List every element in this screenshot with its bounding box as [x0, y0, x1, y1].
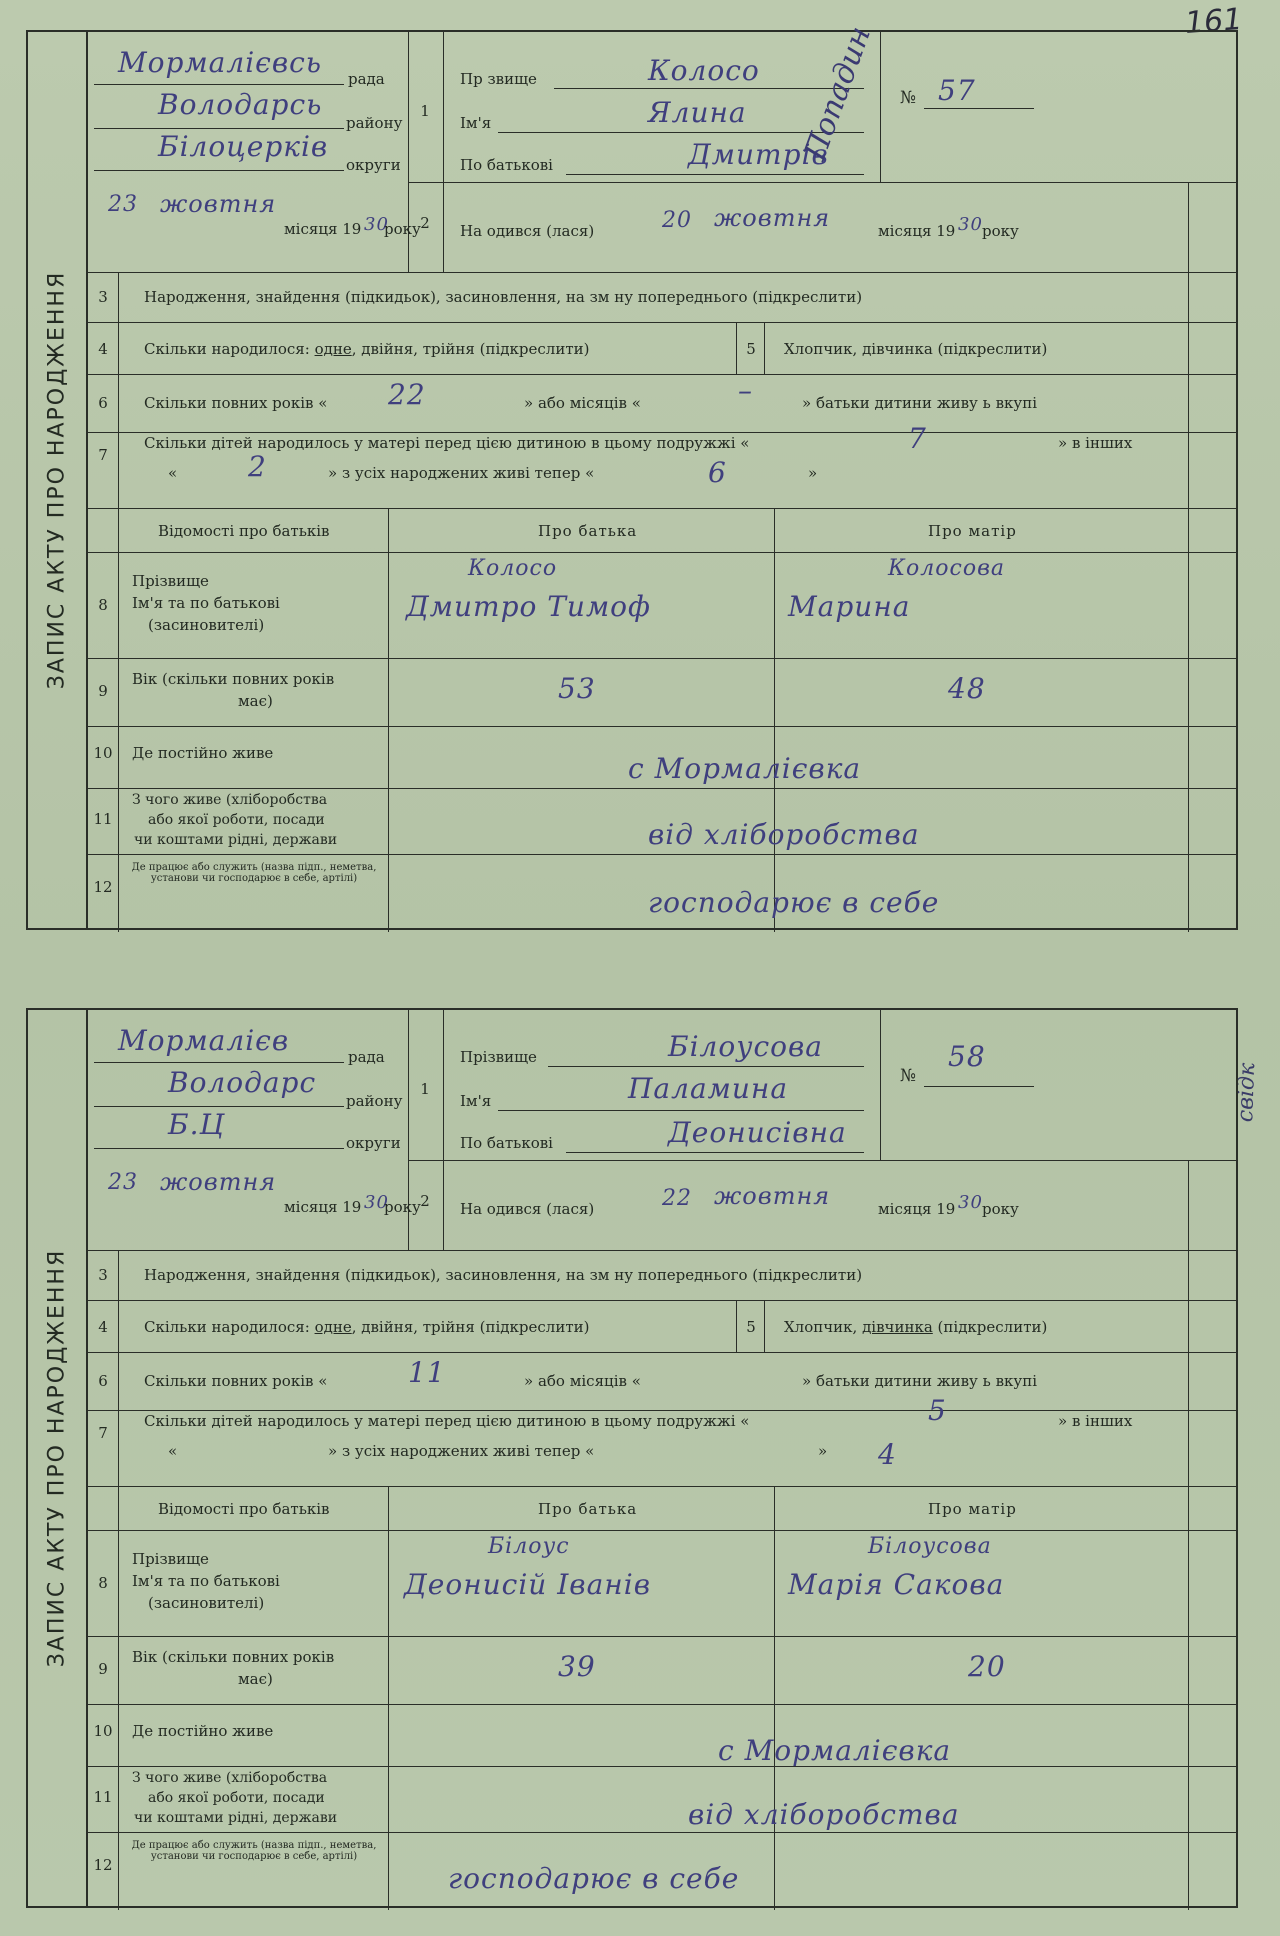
parents-header: Відомості про батьків	[158, 1500, 330, 1518]
row10-label: Де постійно живе	[132, 1722, 274, 1740]
row11-label-3: чи коштами рідні, держави	[134, 832, 338, 848]
date-day: 23	[108, 192, 138, 217]
occupation-value: від хліборобства	[688, 1798, 960, 1831]
row5-text: Хлопчик, дівчинка (підкреслити)	[784, 340, 1048, 358]
row12-label: Де працює або служить (назва підп., неметва, установи чи господарює в себе, артілі)	[131, 1840, 377, 1862]
born-year-label: року	[982, 1200, 1019, 1218]
row7-d: » з усіх народжених живі тепер «	[328, 1442, 595, 1460]
parents-header: Відомості про батьків	[158, 522, 330, 540]
patronymic-label: По батькові	[460, 156, 553, 174]
mother-name: Марія Сакова	[788, 1568, 1005, 1601]
row7-this: 7	[908, 422, 927, 455]
row4-text: Скільки народилося: одне, двійня, трійня (підкреслити)	[144, 1318, 590, 1336]
row6-b: » або місяців «	[524, 394, 641, 412]
row12-label: Де працює або служить (назва підп., неметва, установи чи господарює в себе, артілі)	[131, 862, 377, 884]
row9-label-1: Вік (скільки повних років	[132, 1648, 335, 1666]
record-body: Мормалієв рада Володарс району Б.Ц округи 23 жовтня місяця 19 30 року 1 2 Прізвище Білоусова Ім'я Паламина По батькові Деонисівна № 58 На одився (лася) 22 жовтня місяця 19 30 року 3 Народження, знайдення (підкидьок), засиновлення, на зм ну попереднього (підкреслити) 4 Скільки народилося: одне, двійня, трійня (підкреслити) 5 Хлопчик, дівчинка (підкреслити) 6 Скільки повних років « 11 » або місяців « » батьки дитини живу ь вкупі 7 Скільки дітей народилось у матері перед цією дитиною в цьому подружжі « 5 » в інших « » з усіх народжених живі тепер « 4 » Відомості про батьків Про батька Про матір 8 Прізвище Ім'я та по батькові (засиновителі) Білоус Деонисій Іванів Білоусова Марія Сакова 9 Вік (скільки повних років має) 39 20 10 Де постійно живе с Мормалієвка 11 З чого живе (хліборобства або якої роботи, посади чи коштами рідні, держави від хліборобства 12 Де працює або служить (назва підп., неметва, установи чи господарює в себе, артілі) господарює в себе	[88, 1010, 1236, 1906]
row6-a: Скільки повних років «	[144, 1372, 328, 1390]
mother-surname: Колосова	[888, 556, 1006, 581]
father-name: Дмитро Тимоф	[406, 590, 651, 623]
surname-value: Білоусова	[668, 1030, 823, 1063]
birth-record-57	[26, 21, 1238, 930]
row11-label-1: З чого живе (хліборобства	[132, 1770, 328, 1786]
surname-label: Пр звище	[460, 70, 537, 88]
raion-value: Володарс	[168, 1066, 317, 1099]
father-age: 53	[558, 672, 596, 705]
year-label: року	[384, 1198, 421, 1216]
workplace-value: господарює в себе	[448, 1862, 740, 1895]
row8-label-1: Прізвище	[132, 572, 209, 590]
okruha-label: округи	[346, 1134, 401, 1152]
record-body: Мормалієвсь рада Володарсь району Білоцерків округи 23 жовтня місяця 19 30 року 1 2 Пр звище Колосо Ім'я Ялина По батькові Дмитрів Попадин № 57 На одився (лася) 20 жовтня місяця 19 30 року 3 Народження, знайдення (підкидьок), засиновлення, на зм ну попереднього (підкреслити) 4 Скільки народилося: одне, двійня, трійня (підкреслити) 5 Хлопчик, дівчинка (підкреслити) 6 Скільки повних років « 22 » або місяців « – » батьки дитини живу ь вкупі 7 Скільки дітей народилось у матері перед цією дитиною в цьому подружжі « 7 » в інших « 2 » з усіх народжених живі тепер « 6 » Відомості про батьків Про батька Про матір 8 Прізвище Ім'я та по батькові (засиновителі) Колосо Дмитро Тимоф Колосова Марина 9 Вік (скільки повних років має) 53 48 10 Де постійно живе с Мормалієвка 11 З чого живе (хліборобства або якої роботи, посади чи коштами рідні, держави від хліборобства 12 Де працює або служить (назва підп., неметва, установи чи господарює в себе, артілі) господарює в себе	[88, 32, 1236, 928]
row7-c: «	[168, 464, 178, 482]
row9-label-2: має)	[238, 692, 273, 710]
father-header: Про батька	[538, 1500, 638, 1518]
row11-label-1: З чого живе (хліборобства	[132, 792, 328, 808]
row6-c: » батьки дитини живу ь вкупі	[802, 394, 1038, 412]
row8-label-2: Ім'я та по батькові	[132, 1572, 280, 1590]
born-month: жовтня	[714, 1182, 831, 1210]
mother-age: 48	[948, 672, 986, 705]
row7-a: Скільки дітей народилось у матері перед цією дитиною в цьому подружжі «	[144, 1412, 750, 1430]
row6-a: Скільки повних років «	[144, 394, 328, 412]
okruha-value: Б.Ц	[168, 1108, 225, 1141]
born-year: 30	[958, 1192, 983, 1213]
row11-label-2: або якої роботи, посади	[148, 1790, 325, 1806]
mother-surname: Білоусова	[868, 1534, 992, 1559]
born-label: На одився (лася)	[460, 1200, 595, 1218]
raion-label: району	[346, 114, 403, 132]
record-number-label: №	[900, 88, 917, 108]
month-label: місяця 19	[284, 220, 362, 238]
mother-name: Марина	[788, 590, 911, 623]
mother-header: Про матір	[928, 1500, 1017, 1518]
born-label: На одився (лася)	[460, 222, 595, 240]
residence-value: с Мормалієвка	[718, 1734, 952, 1767]
row8-label-1: Прізвище	[132, 1550, 209, 1568]
born-day: 20	[662, 208, 692, 233]
row5-selected: дівчинка	[862, 1318, 933, 1336]
row6-years: 22	[388, 378, 426, 411]
row7-a: Скільки дітей народилось у матері перед цією дитиною в цьому подружжі «	[144, 434, 750, 452]
father-age: 39	[558, 1650, 596, 1683]
spine-title: ЗАПИС АКТУ ПРО НАРОДЖЕННЯ	[44, 270, 70, 690]
rada-value: Мормалієвсь	[118, 46, 323, 79]
born-month-label: місяця 19	[878, 222, 956, 240]
mother-header: Про матір	[928, 522, 1017, 540]
row4-text: Скільки народилося: одне, двійня, трійня (підкреслити)	[144, 340, 590, 358]
row6-years: 11	[408, 1356, 446, 1389]
raion-label: району	[346, 1092, 403, 1110]
name-label: Ім'я	[460, 114, 492, 132]
workplace-value: господарює в себе	[648, 886, 940, 919]
father-header: Про батька	[538, 522, 638, 540]
row3-text: Народження, знайдення (підкидьок), засиновлення, на зм ну попереднього (підкреслити)	[144, 288, 863, 306]
raion-value: Володарсь	[158, 88, 323, 121]
father-surname: Колосо	[468, 556, 558, 581]
okruha-label: округи	[346, 156, 401, 174]
date-month: жовтня	[160, 1168, 277, 1196]
year-label: року	[384, 220, 421, 238]
record-number-label: №	[900, 1066, 917, 1086]
row5-text: Хлопчик, дівчинка (підкреслити)	[784, 1318, 1048, 1336]
okruha-value: Білоцерків	[158, 130, 329, 163]
row7-b: » в інших	[1058, 1412, 1133, 1430]
name-value: Ялина	[648, 96, 747, 129]
patronymic-value: Дмитрів	[688, 138, 829, 171]
mother-age: 20	[968, 1650, 1006, 1683]
row11-label-2: або якої роботи, посади	[148, 812, 325, 828]
rada-value: Мормалієв	[118, 1024, 290, 1057]
row7-d: » з усіх народжених живі тепер «	[328, 464, 595, 482]
residence-value: с Мормалієвка	[628, 752, 862, 785]
row7-other: 2	[248, 450, 267, 483]
patronymic-label: По батькові	[460, 1134, 553, 1152]
registrar-signature: Попадин	[797, 21, 879, 166]
row4-selected: одне	[314, 340, 352, 358]
row9-label-2: має)	[238, 1670, 273, 1688]
born-month: жовтня	[714, 204, 831, 232]
surname-value: Колосо	[648, 54, 760, 87]
row4-selected: одне	[314, 1318, 352, 1336]
page-number: 161	[1183, 2, 1244, 41]
born-year-label: року	[982, 222, 1019, 240]
birth-record-58	[26, 1008, 1238, 1908]
occupation-value: від хліборобства	[648, 818, 920, 851]
record-spine	[28, 1010, 88, 1906]
row6-months: –	[738, 374, 753, 407]
row10-label: Де постійно живе	[132, 744, 274, 762]
rada-label: рада	[348, 1048, 385, 1066]
row3-text: Народження, знайдення (підкидьок), засиновлення, на зм ну попереднього (підкреслити)	[144, 1266, 863, 1284]
date-day: 23	[108, 1170, 138, 1195]
record-number: 57	[938, 74, 976, 107]
father-name: Деонисій Іванів	[404, 1568, 651, 1601]
date-year: 30	[364, 1192, 389, 1213]
patronymic-value: Деонисівна	[668, 1116, 847, 1149]
date-month: жовтня	[160, 190, 277, 218]
row8-label-2: Ім'я та по батькові	[132, 594, 280, 612]
row9-label-1: Вік (скільки повних років	[132, 670, 335, 688]
surname-label: Прізвище	[460, 1048, 537, 1066]
born-day: 22	[662, 1186, 692, 1211]
spine-title: ЗАПИС АКТУ ПРО НАРОДЖЕННЯ	[44, 1248, 70, 1668]
record-spine	[28, 32, 88, 928]
row7-e: »	[818, 1442, 828, 1460]
born-year: 30	[958, 214, 983, 235]
record-number: 58	[948, 1040, 986, 1073]
side-note: свідк	[1232, 1062, 1260, 1123]
row6-c: » батьки дитини живу ь вкупі	[802, 1372, 1038, 1390]
month-label: місяця 19	[284, 1198, 362, 1216]
row8-label-3: (засиновителі)	[148, 1594, 265, 1612]
name-value: Паламина	[628, 1072, 789, 1105]
date-year: 30	[364, 214, 389, 235]
row7-alive: 4	[878, 1438, 897, 1471]
row7-b: » в інших	[1058, 434, 1133, 452]
row11-label-3: чи коштами рідні, держави	[134, 1810, 338, 1826]
name-label: Ім'я	[460, 1092, 492, 1110]
row6-b: » або місяців «	[524, 1372, 641, 1390]
row7-this: 5	[928, 1394, 947, 1427]
rada-label: рада	[348, 70, 385, 88]
born-month-label: місяця 19	[878, 1200, 956, 1218]
row7-c: «	[168, 1442, 178, 1460]
father-surname: Білоус	[488, 1534, 570, 1559]
row7-alive: 6	[708, 456, 727, 489]
row7-e: »	[808, 464, 818, 482]
row8-label-3: (засиновителі)	[148, 616, 265, 634]
